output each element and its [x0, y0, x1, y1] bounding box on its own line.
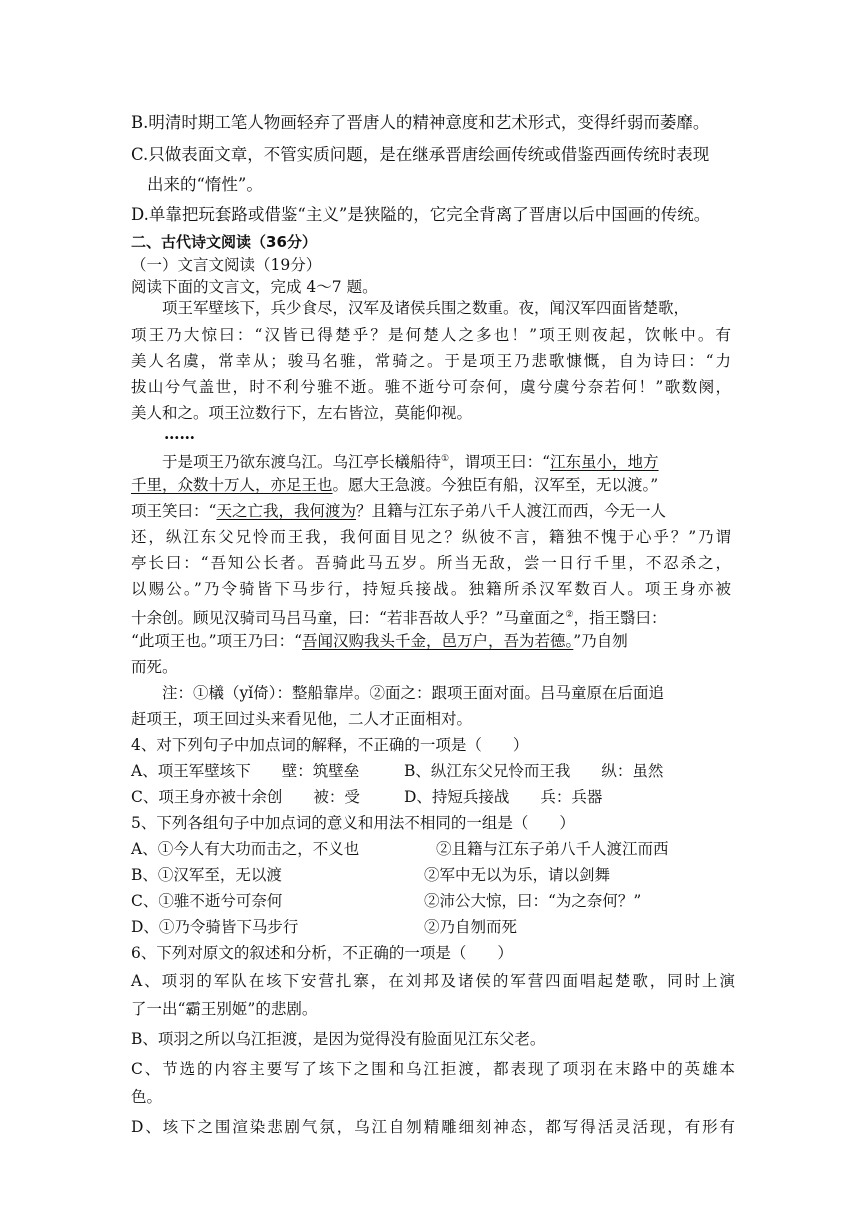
passage-line: 美人名虞，常幸从；骏马名骓，常骑之。于是项王乃悲歌慷慨，自为诗曰：“力: [131, 352, 731, 370]
passage-line: 美人和之。项王泣数行下，左右皆泣，莫能仰视。: [131, 404, 473, 422]
q3-option-c-line2: 出来的“惰性”。: [147, 175, 263, 194]
underlined-sentence: 吾闻汉购我头千金，邑万户，吾为若德。: [302, 632, 574, 650]
q5-option-d-1: D、①乃令骑皆下马步行: [131, 918, 299, 936]
q6-option-c-line2: 色。: [131, 1088, 163, 1106]
instruction: 阅读下面的文言文，完成 4～7 题。: [131, 278, 378, 296]
q5-option-b-1: B、①汉军至，无以渡: [131, 866, 282, 884]
q5-option-b-2: ②军中无以为乐，请以剑舞: [424, 866, 611, 884]
section-title: 二、古代诗文阅读（36分）: [131, 233, 317, 251]
passage-line: 以赐公。”乃令骑皆下马步行，持短兵接战。独籍所杀汉军数百人。项王身亦被: [131, 580, 731, 598]
question-6-stem: 6、下列对原文的叙述和分析，不正确的一项是（ ）: [131, 944, 513, 962]
passage-line: “此项王也。”项王乃曰：“吾闻汉购我头千金，邑万户，吾为若德。”乃自刎: [131, 632, 628, 650]
passage-line: 还，纵江东父兄怜而王我，我何面目见之？纵彼不言，籍独不愧于心乎？”乃谓: [131, 528, 731, 546]
question-5-stem: 5、下列各组句子中加点词的意义和用法不相同的一组是（ ）: [131, 814, 575, 832]
underlined-sentence: 天之亡我，我何渡为: [216, 502, 356, 520]
q5-option-a-2: ②且籍与江东子弟八千人渡江而西: [436, 840, 669, 858]
passage-line: 项王乃大惊曰：“汉皆已得楚乎？是何楚人之多也！”项王则夜起，饮帐中。有: [131, 326, 731, 344]
passage-line: 拔山兮气盖世，时不利兮骓不逝。骓不逝兮可奈何，虞兮虞兮奈若何！”歌数阕，: [131, 378, 731, 396]
q5-option-c-1: C、①骓不逝兮可奈何: [131, 892, 283, 910]
passage-line: 而死。: [131, 658, 178, 676]
notes-line1: 注：①檥（yǐ倚）：整船靠岸。②面之：跟项王面对面。吕马童原在后面追: [162, 684, 664, 702]
passage-line: 项王军壁垓下，兵少食尽，汉军及诸侯兵围之数重。夜，闻汉军四面皆楚歌，: [162, 299, 690, 317]
q4-option-c: C、项王身亦被十余创 被：受: [131, 788, 360, 806]
q5-option-d-2: ②乃自刎而死: [424, 918, 518, 936]
q6-option-c-line1: C、节选的内容主要写了垓下之围和乌江拒渡，都表现了项羽在末路中的英雄本: [131, 1060, 735, 1078]
passage-line: 千里，众数十万人，亦足王也。愿大王急渡。今独臣有船，汉军至，无以渡。”: [131, 476, 659, 494]
passage-line: 十余创。顾见汉骑司马吕马童，曰：“若非吾故人乎？”马童面之②，指王翳曰：: [131, 609, 667, 628]
passage-line: 项王笑曰：“天之亡我，我何渡为？且籍与江东子弟八千人渡江而西，今无一人: [131, 502, 666, 520]
q4-option-a: A、项王军壁垓下 壁：筑壁垒: [131, 762, 360, 780]
q6-option-a-line2: 了一出“霸王别姬”的悲剧。: [131, 1000, 318, 1018]
q6-option-d-line1: D、垓下之围渲染悲剧气氛，乌江自刎精雕细刻神态，都写得活灵活现，有形有: [131, 1118, 735, 1136]
subsection-title: （一）文言文阅读（19分）: [131, 256, 322, 274]
passage-line: 于是项王乃欲东渡乌江。乌江亭长檥船待①，谓项王曰：“江东虽小，地方: [162, 453, 659, 472]
q6-option-b: B、项羽之所以乌江拒渡，是因为觉得没有脸面见江东父老。: [131, 1030, 546, 1048]
q3-option-c-line1: C.只做表面文章，不管实质问题，是在继承晋唐绘画传统或借鉴西画传统时表现: [131, 145, 710, 164]
q5-option-c-2: ②沛公大惊，曰：“为之奈何？”: [424, 892, 642, 910]
q3-option-b: B.明清时期工笔人物画轻弃了晋唐人的精神意度和艺术形式，变得纤弱而萎靡。: [131, 113, 710, 132]
q4-option-d: D、持短兵接战 兵：兵器: [404, 788, 603, 806]
ellipsis: ……: [164, 424, 195, 443]
underlined-sentence: 千里，众数十万人，亦足王也: [131, 476, 333, 494]
q5-option-a-1: A、①今人有大功而击之，不义也: [131, 840, 360, 858]
q4-option-b: B、纵江东父兄怜而王我 纵：虽然: [404, 762, 664, 780]
q3-option-d: D.单靠把玩套路或借鉴“主义”是狭隘的，它完全背离了晋唐以后中国画的传统。: [131, 205, 711, 224]
q6-option-a-line1: A、项羽的军队在垓下安营扎寨，在刘邦及诸侯的军营四面唱起楚歌，同时上演: [131, 972, 735, 990]
passage-line: 亭长曰：“吾知公长者。吾骑此马五岁。所当无敌，尝一日行千里，不忍杀之，: [131, 554, 731, 572]
notes-line2: 赶项王，项王回过头来看见他，二人才正面相对。: [131, 710, 473, 728]
question-4-stem: 4、对下列句子中加点词的解释，不正确的一项是（ ）: [131, 736, 529, 754]
underlined-sentence: 江东虽小，地方: [550, 453, 659, 472]
